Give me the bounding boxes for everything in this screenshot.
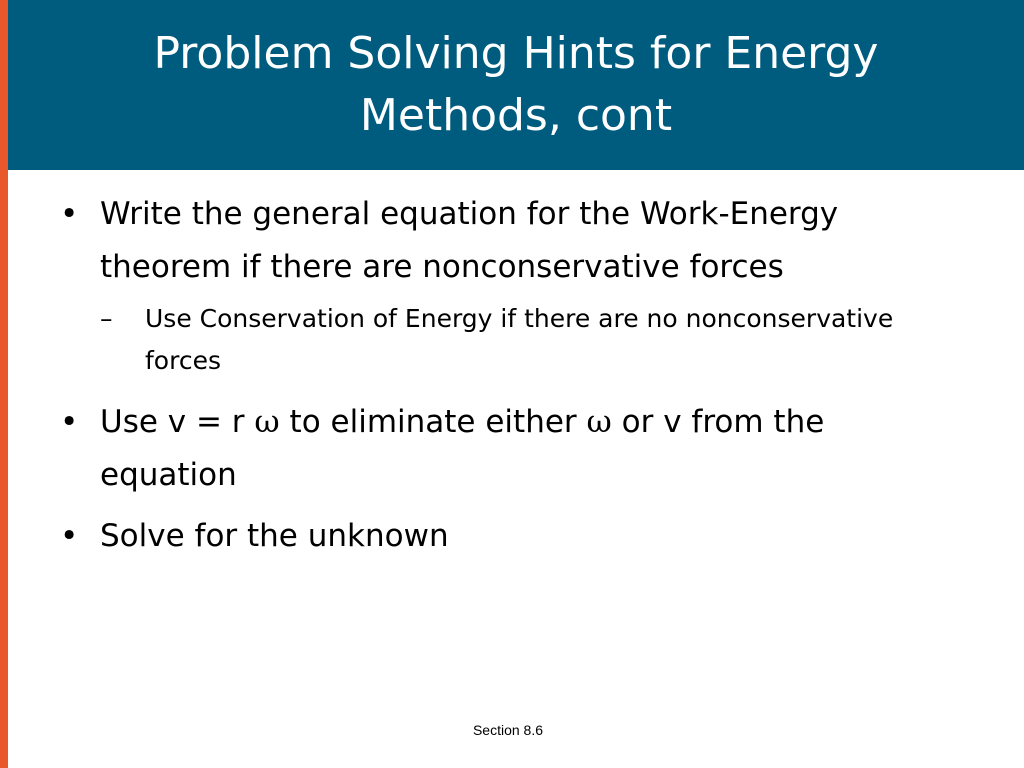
bullet-glyph: • [60, 404, 79, 440]
bullet-text-part: to eliminate either [279, 404, 587, 440]
bullet-text: Write the general equation for the Work-Energy theorem if there are nonconservative forces [100, 196, 839, 285]
slide-title: Problem Solving Hints for Energy Methods, cont [153, 28, 879, 141]
bullet-item [60, 510, 960, 563]
bullet-text: Solve for the unknown [100, 518, 449, 554]
accent-bar [0, 0, 8, 768]
bullet-item [60, 188, 960, 294]
slide-content [60, 188, 960, 571]
bullet-text-part: Use v = r [100, 404, 255, 440]
sub-bullet-item [100, 298, 960, 382]
bullet-glyph: • [60, 518, 79, 554]
title-band [8, 0, 1024, 170]
bullet-item [60, 396, 960, 502]
bullet-text-part: or v from the equation [100, 404, 825, 493]
bullet-glyph: • [60, 196, 79, 232]
footer-section-label: Section 8.6 [472, 722, 544, 738]
sub-bullet-glyph: – [100, 304, 113, 333]
sub-bullet-text: Use Conservation of Energy if there are no nonconservative forces [145, 304, 894, 375]
omega-symbol: ω [254, 404, 280, 440]
omega-symbol: ω [586, 404, 612, 440]
